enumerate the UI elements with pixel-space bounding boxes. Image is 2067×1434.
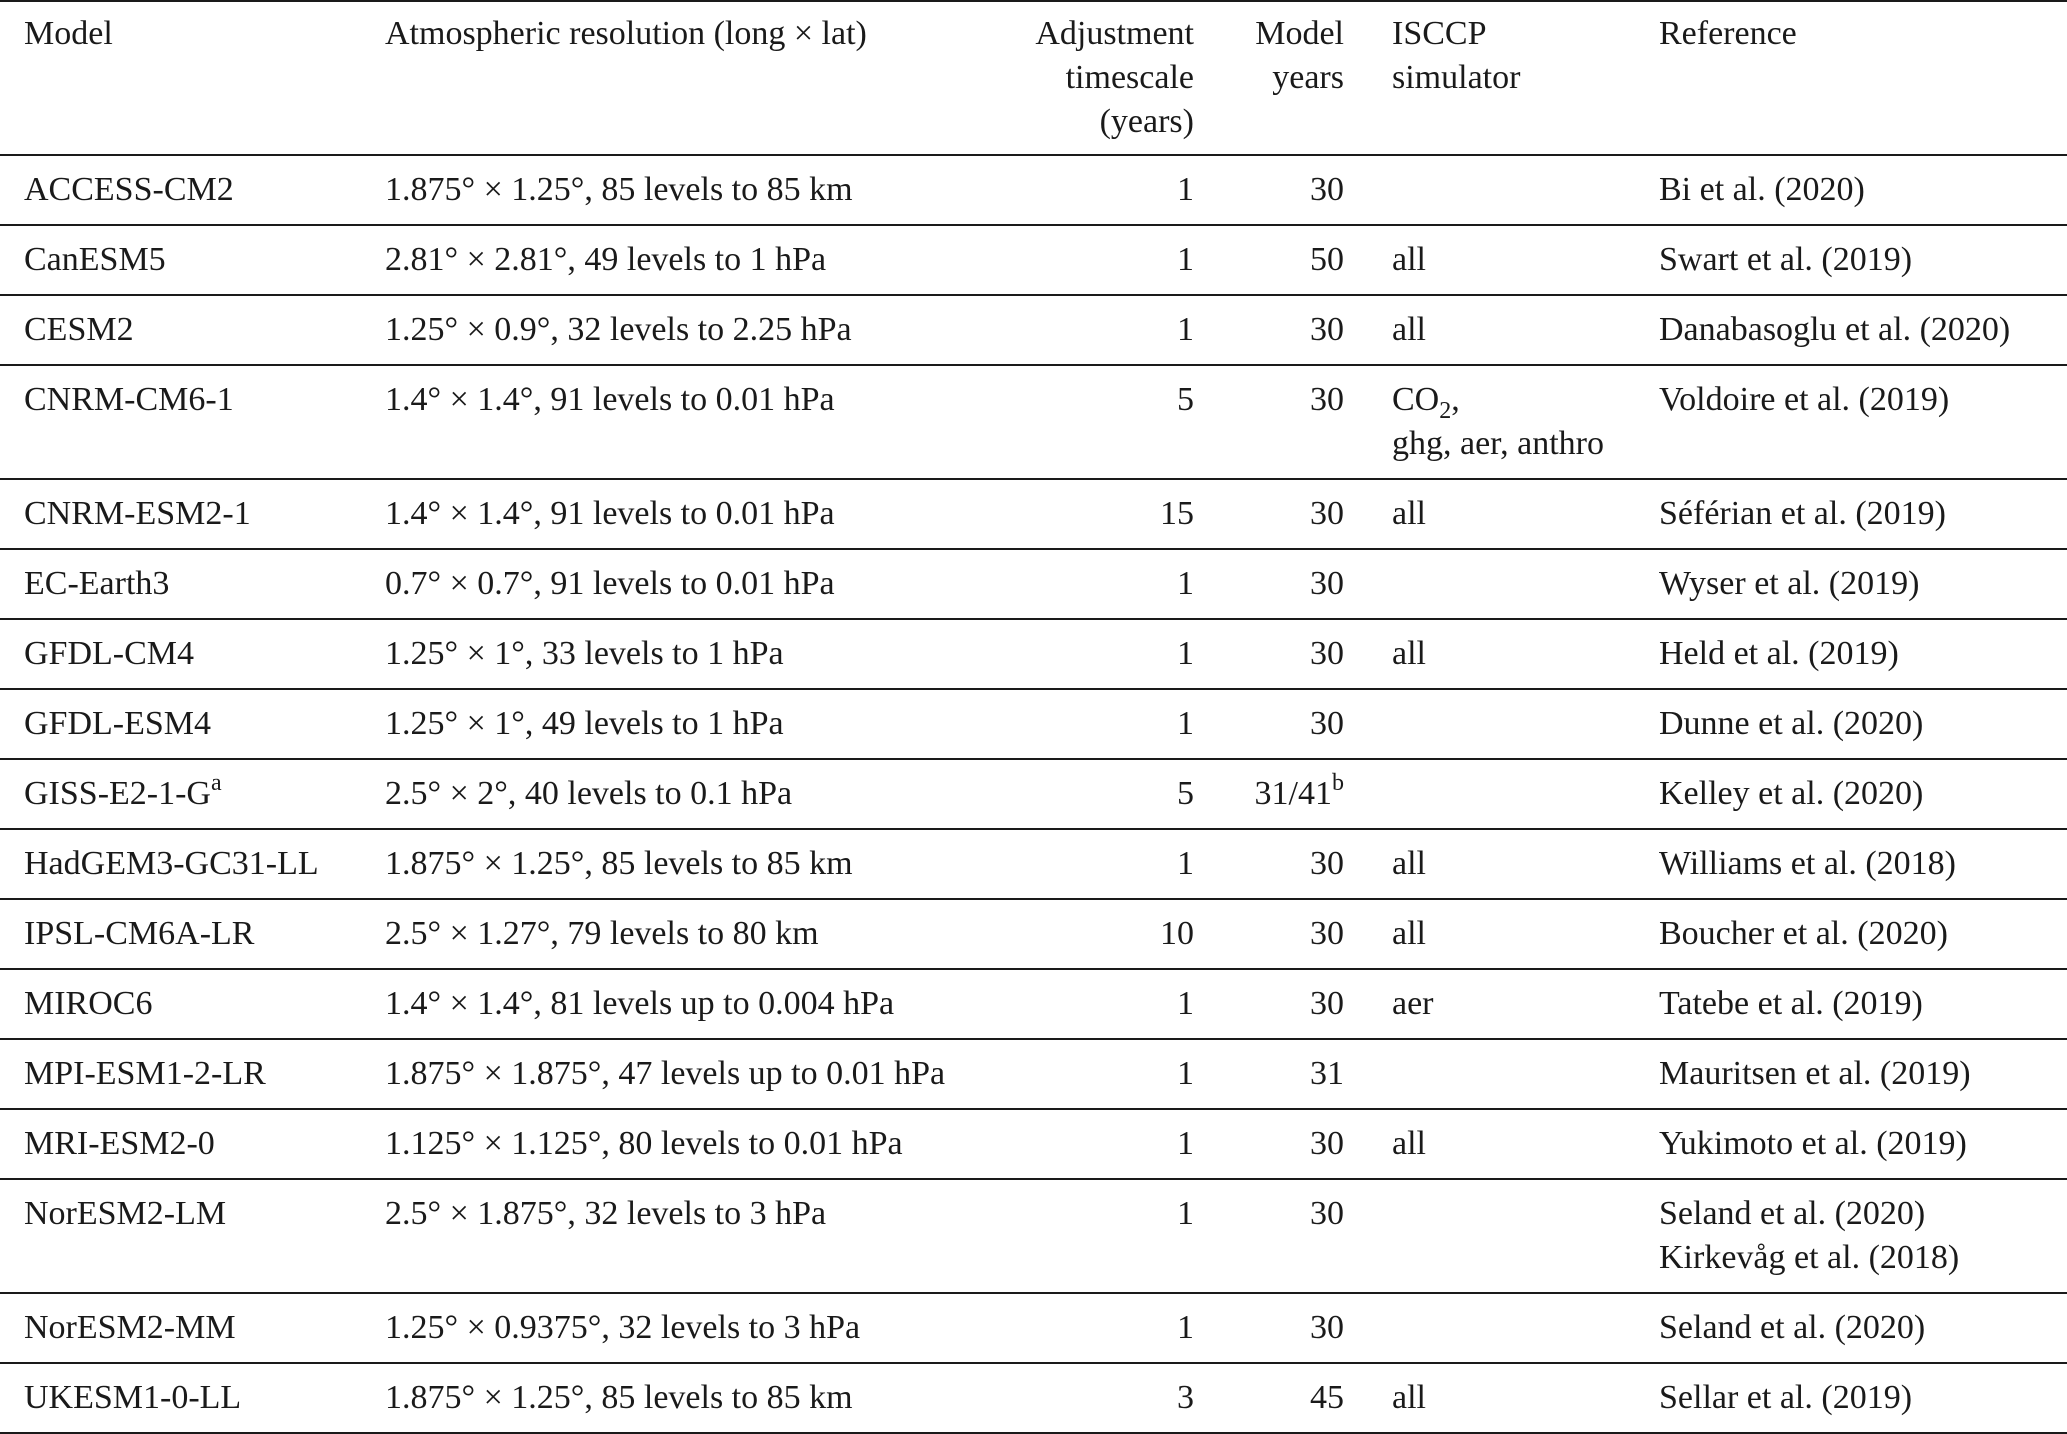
cell-years — [1218, 619, 1368, 689]
cell-reference — [1635, 155, 2067, 225]
table-row — [0, 619, 2067, 689]
model-name: CanESM5 — [24, 241, 166, 278]
cell-isccp — [1368, 1363, 1635, 1433]
isccp-text: all — [1392, 635, 1426, 672]
cell-model — [0, 899, 361, 969]
adjustment-value: 1 — [1177, 241, 1194, 278]
resolution-text: 1.25° × 0.9°, 32 levels to 2.25 hPa — [385, 311, 852, 348]
reference-text: Dunne et al. (2020) — [1659, 705, 1924, 742]
cell-model — [0, 295, 361, 365]
isccp-text: all — [1392, 915, 1426, 952]
resolution-text: 1.875° × 1.875°, 47 levels up to 0.01 hPa — [385, 1055, 946, 1092]
subscript — [1439, 398, 1451, 424]
cell-model — [0, 1039, 361, 1109]
superscript — [211, 770, 222, 796]
table-row — [0, 155, 2067, 225]
resolution-text: 1.25° × 1°, 33 levels to 1 hPa — [385, 635, 784, 672]
model-name: NorESM2-MM — [24, 1309, 236, 1346]
cell-isccp — [1368, 1293, 1635, 1363]
header-isccp — [1368, 1, 1635, 155]
model-name: NorESM2-LM — [24, 1195, 227, 1232]
cell-adjustment — [1005, 899, 1218, 969]
cell-reference — [1635, 969, 2067, 1039]
cell-reference — [1635, 1109, 2067, 1179]
resolution-text: 1.4° × 1.4°, 81 levels up to 0.004 hPa — [385, 985, 895, 1022]
adjustment-value: 1 — [1177, 565, 1194, 602]
cell-resolution — [361, 1039, 1005, 1109]
years-value: 45 — [1310, 1379, 1344, 1416]
isccp-text: all — [1392, 495, 1426, 532]
cell-model — [0, 479, 361, 549]
header-row — [0, 1, 2067, 155]
cell-adjustment — [1005, 479, 1218, 549]
reference-text: Mauritsen et al. (2019) — [1659, 1055, 1971, 1092]
years-value: 30 — [1310, 311, 1344, 348]
cell-resolution — [361, 479, 1005, 549]
table-row — [0, 1363, 2067, 1433]
cell-adjustment — [1005, 1039, 1218, 1109]
resolution-text: 2.5° × 1.27°, 79 levels to 80 km — [385, 915, 819, 952]
cell-adjustment — [1005, 295, 1218, 365]
header-reference: Reference — [1635, 1, 2067, 155]
cell-adjustment — [1005, 1179, 1218, 1293]
cell-model — [0, 1109, 361, 1179]
cell-model — [0, 1293, 361, 1363]
reference-text: Danabasoglu et al. (2020) — [1659, 311, 2011, 348]
years-value: 30 — [1310, 565, 1344, 602]
reference-text: Séférian et al. (2019) — [1659, 495, 1946, 532]
cell-isccp — [1368, 1179, 1635, 1293]
isccp-subscript: 2 — [1439, 398, 1452, 424]
table-row — [0, 1109, 2067, 1179]
cell-adjustment — [1005, 969, 1218, 1039]
cell-adjustment — [1005, 225, 1218, 295]
cell-resolution — [361, 619, 1005, 689]
cell-model — [0, 619, 361, 689]
cell-resolution — [361, 365, 1005, 479]
years-value: 30 — [1310, 1195, 1344, 1232]
isccp-text: CO — [1392, 381, 1440, 418]
years-value: 30 — [1310, 985, 1344, 1022]
adjustment-value: 1 — [1177, 1309, 1194, 1346]
cell-model — [0, 829, 361, 899]
cell-resolution — [361, 155, 1005, 225]
cell-years — [1218, 1293, 1368, 1363]
cell-isccp — [1368, 365, 1635, 479]
cell-reference — [1635, 479, 2067, 549]
cell-resolution — [361, 295, 1005, 365]
adjustment-value: 1 — [1177, 985, 1194, 1022]
adjustment-value: 1 — [1177, 1195, 1194, 1232]
cell-reference — [1635, 829, 2067, 899]
superscript — [1332, 770, 1344, 796]
reference-text: Yukimoto et al. (2019) — [1659, 1125, 1967, 1162]
table-row — [0, 829, 2067, 899]
header-years-line: years — [1272, 59, 1344, 96]
header-isccp-line: simulator — [1392, 59, 1521, 96]
years-value: 30 — [1310, 1309, 1344, 1346]
cell-adjustment — [1005, 1109, 1218, 1179]
isccp-text: all — [1392, 845, 1426, 882]
header-resolution: Atmospheric resolution (long × lat) — [361, 1, 1005, 155]
cell-isccp — [1368, 225, 1635, 295]
reference-text: Sellar et al. (2019) — [1659, 1379, 1913, 1416]
resolution-text: 2.5° × 2°, 40 levels to 0.1 hPa — [385, 775, 793, 812]
table-row — [0, 899, 2067, 969]
model-name: UKESM1-0-LL — [24, 1379, 242, 1416]
isccp-text: aer — [1392, 985, 1434, 1022]
cell-resolution — [361, 549, 1005, 619]
model-name: EC-Earth3 — [24, 565, 170, 602]
model-name: ACCESS-CM2 — [24, 171, 234, 208]
table-row — [0, 1179, 2067, 1293]
isccp-line — [1392, 982, 1611, 1026]
cell-isccp — [1368, 155, 1635, 225]
years-value: 31 — [1310, 1055, 1344, 1092]
isccp-text: all — [1392, 311, 1426, 348]
model-name: GFDL-ESM4 — [24, 705, 212, 742]
cell-model — [0, 1179, 361, 1293]
resolution-text: 1.875° × 1.25°, 85 levels to 85 km — [385, 171, 853, 208]
cell-years — [1218, 829, 1368, 899]
table-header — [0, 1, 2067, 155]
isccp-line — [1392, 1122, 1611, 1166]
cell-years — [1218, 479, 1368, 549]
model-name: CESM2 — [24, 311, 134, 348]
years-value: 30 — [1310, 915, 1344, 952]
years-footnote-mark: b — [1332, 770, 1344, 796]
adjustment-value: 5 — [1177, 775, 1194, 812]
header-adjustment — [1005, 1, 1218, 155]
table-body — [0, 155, 2067, 1433]
reference-text: Voldoire et al. (2019) — [1659, 381, 1950, 418]
model-name: MRI-ESM2-0 — [24, 1125, 215, 1162]
model-name: CNRM-ESM2-1 — [24, 495, 251, 532]
cell-resolution — [361, 1293, 1005, 1363]
isccp-line-2: ghg, aer, anthro — [1392, 425, 1605, 462]
resolution-text: 1.25° × 1°, 49 levels to 1 hPa — [385, 705, 784, 742]
cell-years — [1218, 759, 1368, 829]
cell-isccp — [1368, 1109, 1635, 1179]
cell-isccp — [1368, 1039, 1635, 1109]
reference-text: Tatebe et al. (2019) — [1659, 985, 1923, 1022]
isccp-tail: , — [1451, 381, 1460, 418]
years-value: 30 — [1310, 495, 1344, 532]
reference-text-2: Kirkevåg et al. (2018) — [1659, 1239, 1960, 1276]
cell-model — [0, 549, 361, 619]
cell-resolution — [361, 829, 1005, 899]
header-isccp-line: ISCCP — [1392, 15, 1487, 52]
cell-reference — [1635, 1293, 2067, 1363]
cell-model — [0, 689, 361, 759]
adjustment-value: 1 — [1177, 1125, 1194, 1162]
table-row — [0, 969, 2067, 1039]
model-name: GFDL-CM4 — [24, 635, 195, 672]
resolution-text: 0.7° × 0.7°, 91 levels to 0.01 hPa — [385, 565, 835, 602]
years-value: 30 — [1310, 381, 1344, 418]
cell-model — [0, 759, 361, 829]
table-row — [0, 759, 2067, 829]
model-name: MIROC6 — [24, 985, 153, 1022]
cell-adjustment — [1005, 619, 1218, 689]
cell-adjustment — [1005, 1293, 1218, 1363]
resolution-text: 1.875° × 1.25°, 85 levels to 85 km — [385, 845, 853, 882]
adjustment-value: 1 — [1177, 1055, 1194, 1092]
cell-adjustment — [1005, 549, 1218, 619]
header-model: Model — [0, 1, 361, 155]
cell-adjustment — [1005, 689, 1218, 759]
resolution-text: 1.875° × 1.25°, 85 levels to 85 km — [385, 1379, 853, 1416]
cell-years — [1218, 365, 1368, 479]
cell-reference — [1635, 619, 2067, 689]
adjustment-value: 1 — [1177, 635, 1194, 672]
resolution-text: 1.125° × 1.125°, 80 levels to 0.01 hPa — [385, 1125, 903, 1162]
isccp-line — [1392, 1376, 1611, 1420]
adjustment-value: 10 — [1160, 915, 1194, 952]
cell-years — [1218, 225, 1368, 295]
cell-years — [1218, 155, 1368, 225]
cell-isccp — [1368, 899, 1635, 969]
cell-years — [1218, 549, 1368, 619]
reference-text: Williams et al. (2018) — [1659, 845, 1957, 882]
reference-text: Wyser et al. (2019) — [1659, 565, 1920, 602]
cell-resolution — [361, 969, 1005, 1039]
isccp-line — [1392, 842, 1611, 886]
adjustment-value: 1 — [1177, 311, 1194, 348]
model-footnote-mark: a — [210, 770, 222, 796]
cell-isccp — [1368, 295, 1635, 365]
cell-adjustment — [1005, 829, 1218, 899]
cell-isccp — [1368, 689, 1635, 759]
header-years — [1218, 1, 1368, 155]
isccp-text: all — [1392, 241, 1426, 278]
table-row — [0, 1293, 2067, 1363]
isccp-text: all — [1392, 1379, 1426, 1416]
cell-isccp — [1368, 759, 1635, 829]
cell-model — [0, 155, 361, 225]
header-adjustment-line: (years) — [1099, 103, 1194, 140]
cell-reference — [1635, 759, 2067, 829]
isccp-line — [1392, 238, 1611, 282]
table-row — [0, 479, 2067, 549]
cell-years — [1218, 689, 1368, 759]
cell-isccp — [1368, 619, 1635, 689]
adjustment-value: 1 — [1177, 845, 1194, 882]
header-adjustment-line: Adjustment — [1035, 15, 1194, 52]
cell-resolution — [361, 689, 1005, 759]
table-row — [0, 1039, 2067, 1109]
model-name: HadGEM3-GC31-LL — [24, 845, 319, 882]
cell-model — [0, 365, 361, 479]
resolution-text: 1.4° × 1.4°, 91 levels to 0.01 hPa — [385, 381, 835, 418]
isccp-line — [1392, 632, 1611, 676]
isccp-line — [1392, 492, 1611, 536]
cell-years — [1218, 1039, 1368, 1109]
resolution-text: 1.4° × 1.4°, 91 levels to 0.01 hPa — [385, 495, 835, 532]
resolution-text: 2.5° × 1.875°, 32 levels to 3 hPa — [385, 1195, 827, 1232]
cell-adjustment — [1005, 365, 1218, 479]
cell-isccp — [1368, 829, 1635, 899]
table-row — [0, 689, 2067, 759]
table-row — [0, 295, 2067, 365]
cell-resolution — [361, 1109, 1005, 1179]
reference-text: Kelley et al. (2020) — [1659, 775, 1924, 812]
model-name: IPSL-CM6A-LR — [24, 915, 255, 952]
isccp-text: all — [1392, 1125, 1426, 1162]
cell-years — [1218, 295, 1368, 365]
cell-isccp — [1368, 549, 1635, 619]
cell-resolution — [361, 1179, 1005, 1293]
reference-text: Seland et al. (2020) — [1659, 1309, 1926, 1346]
adjustment-value: 1 — [1177, 171, 1194, 208]
cell-reference — [1635, 899, 2067, 969]
model-name: MPI-ESM1-2-LR — [24, 1055, 266, 1092]
adjustment-value: 5 — [1177, 381, 1194, 418]
reference-text: Held et al. (2019) — [1659, 635, 1899, 672]
years-value: 30 — [1310, 635, 1344, 672]
cell-resolution — [361, 225, 1005, 295]
table-row — [0, 549, 2067, 619]
cell-adjustment — [1005, 155, 1218, 225]
header-adjustment-line: timescale — [1065, 59, 1194, 96]
adjustment-value: 3 — [1177, 1379, 1194, 1416]
table-row — [0, 225, 2067, 295]
adjustment-value: 15 — [1160, 495, 1194, 532]
table-row — [0, 365, 2067, 479]
model-name: CNRM-CM6-1 — [24, 381, 234, 418]
resolution-text: 1.25° × 0.9375°, 32 levels to 3 hPa — [385, 1309, 861, 1346]
cell-model — [0, 969, 361, 1039]
reference-text: Boucher et al. (2020) — [1659, 915, 1948, 952]
cell-reference — [1635, 365, 2067, 479]
cell-reference — [1635, 295, 2067, 365]
cell-adjustment — [1005, 1363, 1218, 1433]
model-name: GISS-E2-1-G — [24, 775, 211, 812]
resolution-text: 2.81° × 2.81°, 49 levels to 1 hPa — [385, 241, 827, 278]
reference-text: Swart et al. (2019) — [1659, 241, 1913, 278]
cell-adjustment — [1005, 759, 1218, 829]
header-years-line: Model — [1255, 15, 1344, 52]
cell-reference — [1635, 549, 2067, 619]
cell-reference — [1635, 1039, 2067, 1109]
years-value: 30 — [1310, 845, 1344, 882]
reference-text: Seland et al. (2020) — [1659, 1195, 1926, 1232]
isccp-line — [1392, 912, 1611, 956]
years-value: 50 — [1310, 241, 1344, 278]
cell-reference — [1635, 689, 2067, 759]
years-value: 31/41 — [1254, 775, 1332, 812]
cell-years — [1218, 1179, 1368, 1293]
isccp-line — [1392, 378, 1611, 422]
cell-resolution — [361, 1363, 1005, 1433]
cell-isccp — [1368, 479, 1635, 549]
cell-model — [0, 225, 361, 295]
cell-years — [1218, 1363, 1368, 1433]
adjustment-value: 1 — [1177, 705, 1194, 742]
cell-reference — [1635, 225, 2067, 295]
cell-resolution — [361, 759, 1005, 829]
isccp-line — [1392, 308, 1611, 352]
years-value: 30 — [1310, 705, 1344, 742]
years-value: 30 — [1310, 1125, 1344, 1162]
cell-reference — [1635, 1179, 2067, 1293]
cell-reference — [1635, 1363, 2067, 1433]
cell-resolution — [361, 899, 1005, 969]
cell-years — [1218, 1109, 1368, 1179]
cell-isccp — [1368, 969, 1635, 1039]
cell-model — [0, 1363, 361, 1433]
reference-text: Bi et al. (2020) — [1659, 171, 1865, 208]
cell-years — [1218, 969, 1368, 1039]
cell-years — [1218, 899, 1368, 969]
years-value: 30 — [1310, 171, 1344, 208]
